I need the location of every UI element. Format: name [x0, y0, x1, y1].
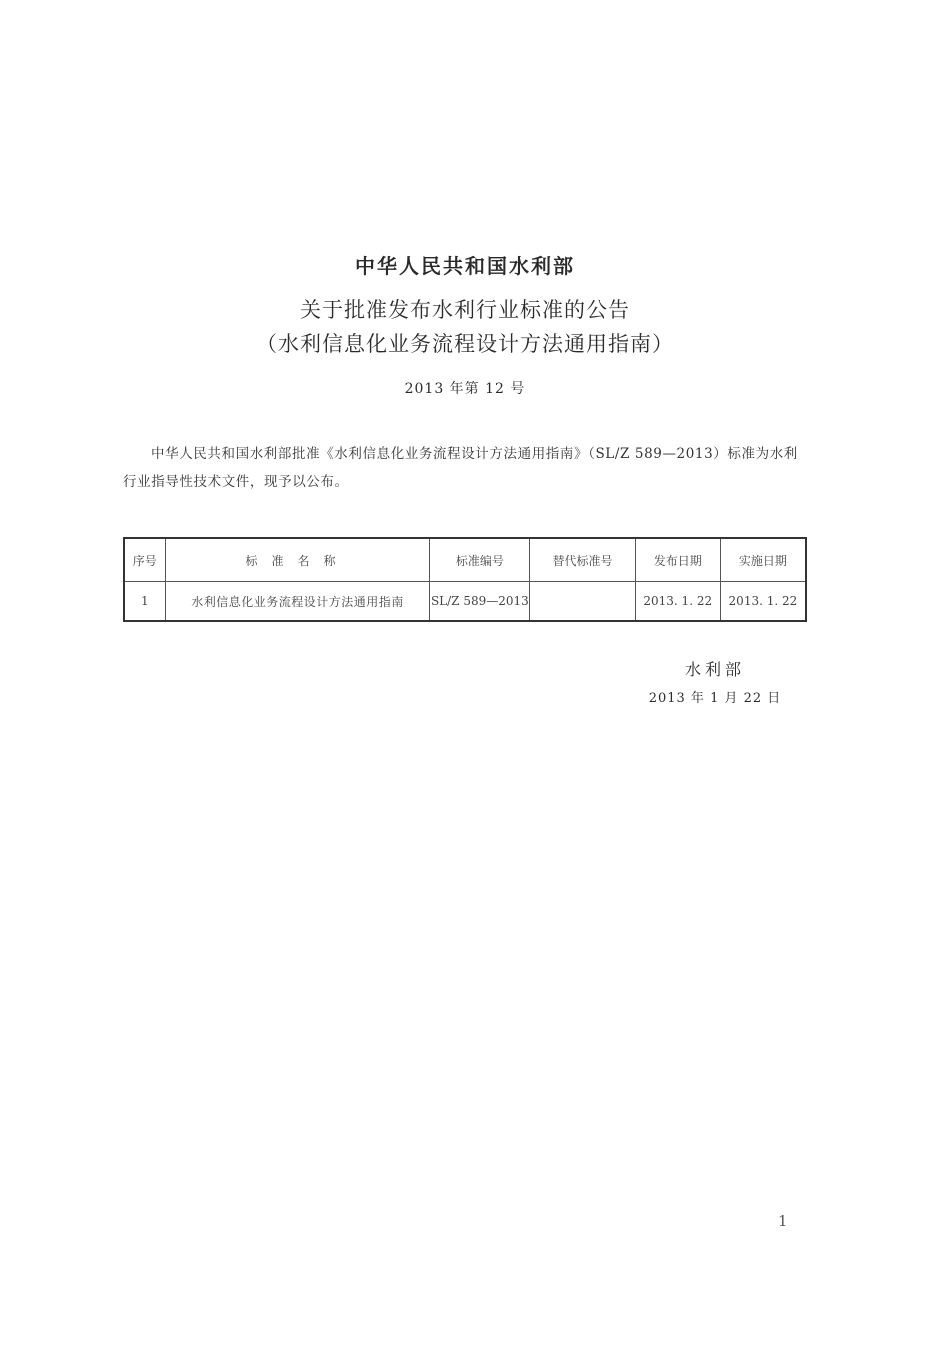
announcement-title: 关于批准发布水利行业标准的公告	[300, 298, 630, 322]
cell-effective-date: 2013. 1. 22	[720, 582, 806, 622]
header-effective-date: 实施日期	[720, 538, 806, 582]
issuing-ministry: 中华人民共和国水利部	[355, 254, 575, 278]
header-replaced-code: 替代标准号	[530, 538, 635, 582]
header-standard-name: 标准名称	[165, 538, 430, 582]
header-standard-code: 标准编号	[430, 538, 530, 582]
issue-number: 2013 年第 12 号	[404, 381, 526, 397]
table-header-row	[124, 538, 806, 582]
signature-date: 2013 年 1 月 22 日	[648, 691, 782, 706]
announcement-body: 中华人民共和国水利部批准《水利信息化业务流程设计方法通用指南》（SL/Z 589—2013）标准为水利行业指导性技术文件，现予以公布。	[123, 446, 798, 490]
signature-org: 水利部	[684, 660, 745, 679]
cell-replaced-code	[530, 582, 635, 622]
header-serial: 序号	[124, 538, 165, 582]
header-publish-date: 发布日期	[635, 538, 720, 582]
announcement-subtitle: （水利信息化业务流程设计方法通用指南）	[256, 332, 674, 356]
table-row	[124, 582, 806, 622]
cell-standard-name: 水利信息化业务流程设计方法通用指南	[165, 582, 430, 622]
standards-table	[123, 537, 807, 622]
cell-serial: 1	[124, 582, 165, 622]
page-number: 1	[778, 1212, 788, 1230]
cell-standard-code: SL/Z 589—2013	[430, 582, 530, 622]
cell-publish-date: 2013. 1. 22	[635, 582, 720, 622]
